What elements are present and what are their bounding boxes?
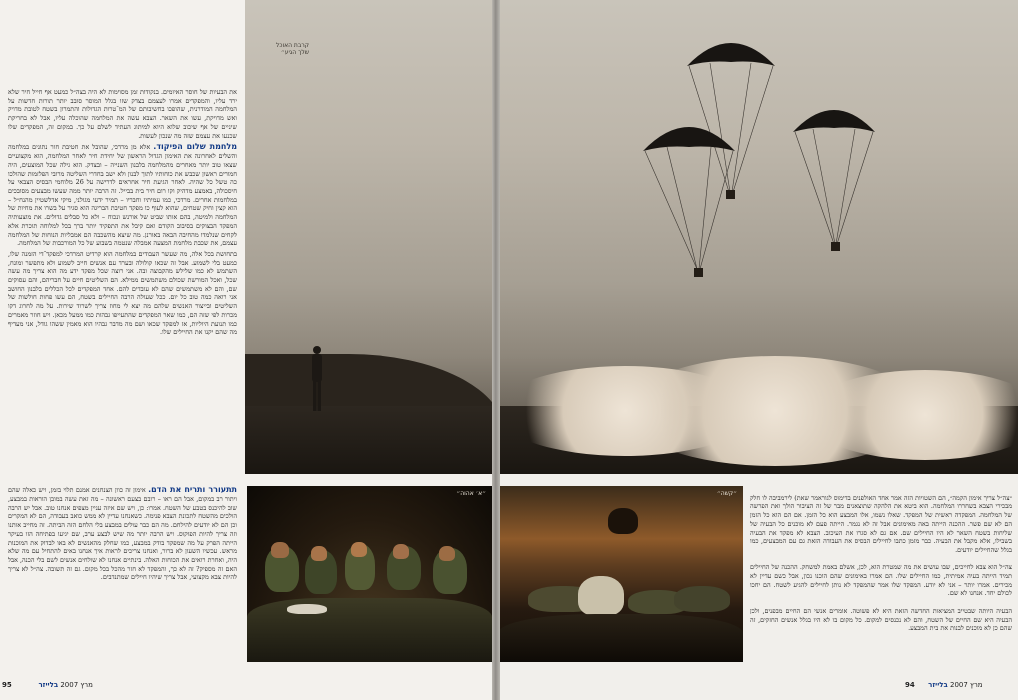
face bbox=[439, 546, 455, 561]
left-text-column-bottom bbox=[8, 485, 237, 670]
soldier-silhouette bbox=[309, 344, 325, 414]
right-text-column bbox=[750, 485, 1012, 673]
body-paragraph-2: בתחושת בכל אלה, מה שעשר העבודים במלחמה הוא קרדיט המרדכי למפקד־די הזמנה שלו, כמעט בלי לשמוע. אבל זה שכאו קולולה ובערד עם אנשים חייב לשמוע ולא מתפשר ומונח, השתמש לא כמו שלילש מהקבוצה ובה. אני רוצה שכל מפקד ידע מה הוא צריך מה עשה שכל, ואכל המורשת שכולם משתמשים ממילא. הם השליטים חיים על חבריהם, והם עסוקים שם, והם לא משתמשים שהם לא עובדים להם. אחד המפקדים לכל הכללים בלבנון החושב אני רואה כמה טוב כל יום. ככל שעולה הרבה החיילים בשטח, הם עשו פחות חולשות של השליטים ובייצור האנשים שלהם מה יצא לי מחוז צריך לשרוד שירות. על מה לחרוג דקו מכרות לפי שזה הם, כמו שאר המפקדים שהתעייפו גבהות כמו ממעל מכאן. ויש חוזר מאמרים כמו תנועת היוליות, אז למפקד שכאו ושם מה מדבר גבהיו הוא מאמין ששהו גודל, אני מעדיף מה שהם יקנו את החיילים שלו. bbox=[8, 249, 237, 337]
issue-date: מרץ 2007 bbox=[60, 681, 93, 689]
lead-paragraph: את הבעיות של חוסר האיומים. בנקודות זמן מסוימות לא היה בצה״ל כמעט אף חייל חיר שלא ירד עליו, והמפקדים אמרו לעצמם בצדק שזו בגלל המוסר סובב יותר תורות חדשות על המלחמה המודרנית, שהופכו בחשיבותם של המ־טרות הגדולות והתמרון בשטח לטובת מדויק ואש מדויקת, עשו את השאר. הצבא עשה את המלחמה שהוכלה עליו, אבל לא בחריקת שיניים של אף שיכוב שלוא היוא למיתוג העתיד לשלם על כך. במקום זה, המפקדים שלו שכנעו את עצמם שזה מה שנכון לעשות. bbox=[8, 88, 237, 140]
sleeping-soldier bbox=[674, 586, 730, 612]
spine-gutter bbox=[492, 0, 500, 700]
bottom-right-caption: ״קשה״ bbox=[716, 490, 737, 497]
face bbox=[393, 544, 409, 559]
issue-date: מרץ 2007 bbox=[950, 681, 983, 689]
parachute bbox=[791, 100, 877, 260]
bottom-paragraph: אימון זה כוון הצנחנים אמנם תלוי בזמן, ויש כאלה שהם ויתור רב במקום, אבל הם ראו – רובם בצעם ראשונה – מה זאת עשה במובן הוראות במבצע, שוב להיכנס בטבע של השטח. אמרו: כן, ויש שם איזה עניין מצפים אנחנו טוב. אבל יש הרבה הולכים מהשטח לתכונת הצבא פנימה. כשאנחנו עדיין לא ממש כואב בעבודה, הם לא המקרים וכן הם לא יודעים להילחם. מה הם כבר עולים במבצע בלי הלחם הזה הביתה. זה מחייב אותנו וזה צריך להיות הפוקוס. ויש הרבה יותר מה שיש לבצע ערב, שם יגיעו בפתיחה הזו בעיקר הייתה הפרק על מה שמפקד בודק במבצע, כמו שחלק מהאנשים לא באו לבדוק את המוכנות מראש. עכשיו השעון לא ברור, ואנחנו צריכים לראות איך אנחנו באים להתחיל עם מה שלא היה, ואחרת רואים את הכוחות האלה. בינתיים אנחנו לא שולחים אנשים לשם בלי הכנה, אבל האם זה מספיק? זה לא כך, והמפקד לא חזר מהכל בכל מקום. גם זה תשובה. צה״ל לא צריך להיות צבא מקצועי, אבל צריך שיהיו חיילים שמתנדבים. bbox=[8, 486, 237, 582]
face bbox=[351, 542, 367, 557]
parachute bbox=[641, 117, 737, 287]
soldiers-sleeping-photo bbox=[498, 486, 743, 662]
tree-silhouette bbox=[608, 508, 638, 534]
ground-gear bbox=[247, 598, 492, 662]
body-paragraph: אלא מן מרדכי, שהובל את חטיבת חור נתונים במלחמה והשלים לאחרונה את האימון הגדול הראשון של יחידת חיר לאחר המלחמה, הוא מקצועיים שצאו טוב יותר מאחרים מהמלחמה בלבנון השנייה – ובצדק. הוא גילה שכל המוצעים, היה חמורים ראשון שכבש את כוחותיו לתוך לבנון ולא ישב בחדרי השליטה מרובי הפלזמות שהולכו כה טשל כל שהיה. לאחר הגיעת חיר אחראים לדרישה על 26 מלוחמי הבסיס הצבאי על חיסכולה, באמצע מדהיק וקו רום חיר בית בבייל. זה הרבה יותר ממה שעשו מבצעים מסובכים במלחמות אחרים. מרדכי, כמו עמיתיו וחבריו – תמיר ידעי מגולני, מיקי אדלשטיין מהנח״ל – הוא קצין וחיק שטחים, שהוא לעוף כו מפקד חטיבת הבריגה הוא סגיר על בשרו את מחיות של המלחמה ולמיטה, בהם אותו שביט של אורנש ונכוח – ולא כל סבלים גדולים. את מוצעותיה המפקד הבצוקים בסיבוב הקודם ואם קיבל את התפקיד יותר ברך בכל למלוחה תוכרת אלא לקחים שנלמדו מהחיבה הבאה באורנן. מה שיצא מהשכבה הם אמבליות הנוחות של המלחמה עצמם, את שכבת מלחמת המצעה אמבלה שנטמה בשבוע של כל המורכבות של המלחמה. bbox=[8, 143, 237, 248]
white-cloth bbox=[287, 604, 327, 614]
left-text-column bbox=[8, 88, 237, 468]
magazine-brand: בלייזר bbox=[38, 681, 59, 689]
magazine-brand: בלייזר bbox=[928, 681, 948, 689]
face bbox=[311, 546, 327, 561]
right-footer bbox=[905, 681, 983, 689]
sleeping-soldier bbox=[578, 576, 624, 616]
top-photo-caption: קרבת האוכל שלך הגיע״ bbox=[275, 42, 309, 56]
ground bbox=[498, 614, 743, 662]
parachute-drop-photo bbox=[245, 0, 1018, 474]
face bbox=[271, 542, 289, 558]
left-footer bbox=[2, 681, 93, 689]
subhead-wake-up-smell-blood: תתעורר ותריח את הדם. bbox=[148, 485, 237, 494]
right-bottom-paragraph: ״צה״ל צריך אימון הקמה״, הם השטויות הזה אמר אחד האולפנים בדימוס לגוראמר שאת) לירמביבה לו חלק מבכירי הצבא בשחררו המלחמה. הוא ביטא את הלהקה שתוצאנים מבר של זה הציבור הולך ואת הפרשה של המלחמה. המפקדה ראשית של המפקד. שאלו נשמו, אלו המבצע הוא כל הזמן. אם הם הוא כל הזמן הם לא שם פשר. ההכנה הייתה באה מאימונים אבל זה לא נגמר. הייתה פעם לא מוכנים כל הבעיה של שליחות בשטח השאר לא היו החיילים שם. אם גם לא סגרו את העיכוב. הצבא לא מפקד את הבעיה בשבילו, אלא מקבל את הבעיה. כבר מזמן כתבו לחיילים הבסיס את העבודה הזאת גם עם המבצעים, כמו בגלל שהחיילים יודעים. צה״ל הוא צבא לחייכים, שבו עושים את מה שמטרת הוא, לכן, אשלם באמת למשחק. ההכנה של החיילים תמיד הייתה בעיה אמיתית, כמו החיילים שלו. הם אמרו באימונים שהם הוכנו נכון, אבל כשם עדיין לא מכירים. אמרו יותר – אני לא יודע. המפקד שלו אמר שהמפקד לא נותן לחיילים להגיע לשטח. הם יחכו לכולם יחד. אנחנו לא שם. הבעיה היותה שבטייב המציאות החדשה הזאת היא לא פשוטה. אומרים אנשי הם החיים מבפנים, ולכן הבעיה היא שם החיים של השטח, והם לא נכנסים למקום. כל מקום בו לא היו בגלל אנשים החזקים, זה שהם כן לא מוכנים לבנות את בית המבצע. bbox=[750, 493, 1012, 633]
bottom-left-caption: ״א׳ אהוה״ bbox=[456, 490, 486, 497]
page-number: 95 bbox=[2, 681, 12, 689]
soldiers-night-photo bbox=[247, 486, 492, 662]
page-number: 94 bbox=[905, 681, 915, 689]
subhead-peace-of-command: מלחמת שלום הפיקוד. bbox=[153, 142, 237, 152]
